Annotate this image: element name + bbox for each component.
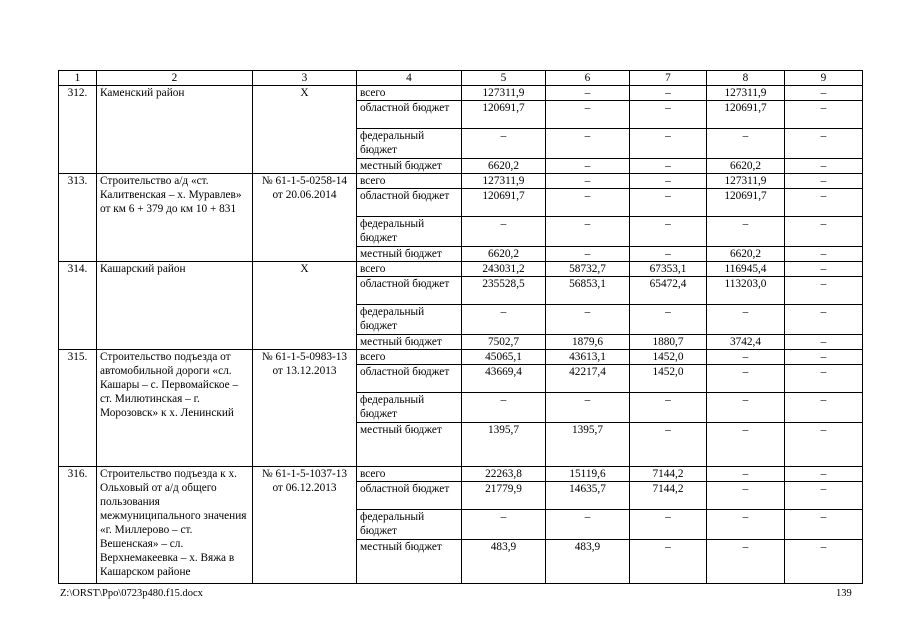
value-cell-9: – — [785, 305, 863, 335]
value-cell-7: 1452,0 — [630, 365, 707, 393]
value-cell-6: 483,9 — [546, 540, 630, 584]
value-cell-8: – — [707, 482, 785, 510]
value-cell-7: 7144,2 — [630, 482, 707, 510]
value-cell-5: 7502,7 — [462, 335, 546, 350]
funding-source-label: местный бюджет — [357, 247, 462, 262]
value-cell-6: 1395,7 — [546, 423, 630, 467]
value-cell-7: – — [630, 129, 707, 159]
header-cell: 1 — [59, 71, 97, 86]
value-cell-8: 116945,4 — [707, 262, 785, 277]
value-cell-7: – — [630, 159, 707, 174]
funding-source-label: местный бюджет — [357, 335, 462, 350]
value-cell-8: – — [707, 510, 785, 540]
value-cell-7: – — [630, 174, 707, 189]
file-path: Z:\ORST\Ppo\0723p480.f15.docx — [60, 588, 203, 599]
value-cell-7: – — [630, 423, 707, 467]
value-cell-5: 21779,9 — [462, 482, 546, 510]
funding-source-label: федеральный бюджет — [357, 305, 462, 335]
value-cell-5: 45065,1 — [462, 350, 546, 365]
value-cell-5: 22263,8 — [462, 467, 546, 482]
value-cell-6: – — [546, 305, 630, 335]
entry-document: № 61-1-5-0983-13 от 13.12.2013 — [253, 350, 357, 467]
value-cell-6: – — [546, 159, 630, 174]
value-cell-5: 235528,5 — [462, 277, 546, 305]
value-cell-5: – — [462, 305, 546, 335]
value-cell-8: – — [707, 540, 785, 584]
budget-table — [58, 70, 863, 584]
value-cell-8: – — [707, 350, 785, 365]
value-cell-5: – — [462, 129, 546, 159]
value-cell-5: 127311,9 — [462, 174, 546, 189]
value-cell-8: 127311,9 — [707, 174, 785, 189]
value-cell-8: – — [707, 365, 785, 393]
value-cell-9: – — [785, 423, 863, 467]
funding-source-label: всего — [357, 262, 462, 277]
value-cell-5: 43669,4 — [462, 365, 546, 393]
entry-name: Строительство подъезда к х. Ольховый от а/д общего пользования межмуниципального значения «г. Миллерово – ст. Вешенская» – сл. Верхнемакеевка – х. Вяжа в Кашарском районе — [97, 467, 253, 584]
value-cell-6: 56853,1 — [546, 277, 630, 305]
entry-name: Кашарский район — [97, 262, 253, 350]
value-cell-6: 1879,6 — [546, 335, 630, 350]
value-cell-9: – — [785, 393, 863, 423]
value-cell-7: 65472,4 — [630, 277, 707, 305]
value-cell-7: – — [630, 189, 707, 217]
value-cell-5: – — [462, 510, 546, 540]
funding-source-label: областной бюджет — [357, 189, 462, 217]
value-cell-6: – — [546, 393, 630, 423]
value-cell-8: 6620,2 — [707, 247, 785, 262]
entry-number: 314. — [59, 262, 97, 350]
value-cell-7: 67353,1 — [630, 262, 707, 277]
header-cell: 7 — [630, 71, 707, 86]
entry-document: № 61-1-5-1037-13 от 06.12.2013 — [253, 467, 357, 584]
entry-number: 312. — [59, 86, 97, 174]
value-cell-5: – — [462, 217, 546, 247]
value-cell-5: 127311,9 — [462, 86, 546, 101]
value-cell-5: – — [462, 393, 546, 423]
table-row — [59, 174, 863, 189]
value-cell-8: 127311,9 — [707, 86, 785, 101]
value-cell-8: – — [707, 305, 785, 335]
value-cell-6: 43613,1 — [546, 350, 630, 365]
value-cell-8: 113203,0 — [707, 277, 785, 305]
value-cell-6: – — [546, 174, 630, 189]
value-cell-9: – — [785, 277, 863, 305]
entry-number: 316. — [59, 467, 97, 584]
value-cell-6: 42217,4 — [546, 365, 630, 393]
value-cell-9: – — [785, 335, 863, 350]
value-cell-8: 6620,2 — [707, 159, 785, 174]
header-cell: 3 — [253, 71, 357, 86]
funding-source-label: всего — [357, 350, 462, 365]
value-cell-9: – — [785, 217, 863, 247]
value-cell-6: 58732,7 — [546, 262, 630, 277]
value-cell-7: – — [630, 305, 707, 335]
funding-source-label: областной бюджет — [357, 365, 462, 393]
value-cell-5: 483,9 — [462, 540, 546, 584]
funding-source-label: всего — [357, 467, 462, 482]
header-cell: 5 — [462, 71, 546, 86]
value-cell-8: – — [707, 467, 785, 482]
value-cell-8: 120691,7 — [707, 189, 785, 217]
value-cell-8: – — [707, 129, 785, 159]
value-cell-9: – — [785, 174, 863, 189]
header-cell: 6 — [546, 71, 630, 86]
value-cell-5: 6620,2 — [462, 247, 546, 262]
value-cell-8: – — [707, 423, 785, 467]
header-cell: 9 — [785, 71, 863, 86]
value-cell-7: 7144,2 — [630, 467, 707, 482]
value-cell-6: – — [546, 189, 630, 217]
value-cell-8: – — [707, 393, 785, 423]
funding-source-label: федеральный бюджет — [357, 393, 462, 423]
entry-name: Каменский район — [97, 86, 253, 174]
page-number: 139 — [836, 588, 852, 599]
funding-source-label: всего — [357, 174, 462, 189]
value-cell-7: 1452,0 — [630, 350, 707, 365]
value-cell-8: 120691,7 — [707, 101, 785, 129]
value-cell-8: – — [707, 217, 785, 247]
funding-source-label: местный бюджет — [357, 540, 462, 584]
value-cell-7: – — [630, 510, 707, 540]
value-cell-9: – — [785, 101, 863, 129]
value-cell-9: – — [785, 365, 863, 393]
value-cell-7: – — [630, 217, 707, 247]
table-row — [59, 86, 863, 101]
table-row — [59, 262, 863, 277]
entry-name: Строительство подъезда от автомобильной дороги «сл. Кашары – с. Первомайское – ст. Милютинская – г. Морозовск» к х. Ленинский — [97, 350, 253, 467]
table-row — [59, 350, 863, 365]
value-cell-5: 120691,7 — [462, 189, 546, 217]
value-cell-5: 1395,7 — [462, 423, 546, 467]
funding-source-label: всего — [357, 86, 462, 101]
value-cell-5: 6620,2 — [462, 159, 546, 174]
value-cell-7: 1880,7 — [630, 335, 707, 350]
value-cell-9: – — [785, 262, 863, 277]
value-cell-7: – — [630, 393, 707, 423]
funding-source-label: местный бюджет — [357, 423, 462, 467]
value-cell-9: – — [785, 510, 863, 540]
value-cell-7: – — [630, 101, 707, 129]
value-cell-6: 15119,6 — [546, 467, 630, 482]
value-cell-9: – — [785, 129, 863, 159]
table-row — [59, 467, 863, 482]
value-cell-6: – — [546, 129, 630, 159]
value-cell-5: 243031,2 — [462, 262, 546, 277]
header-cell: 8 — [707, 71, 785, 86]
value-cell-9: – — [785, 247, 863, 262]
entry-document: № 61-1-5-0258-14 от 20.06.2014 — [253, 174, 357, 262]
value-cell-9: – — [785, 540, 863, 584]
value-cell-9: – — [785, 189, 863, 217]
funding-source-label: областной бюджет — [357, 482, 462, 510]
value-cell-6: – — [546, 86, 630, 101]
entry-name: Строительство а/д «ст. Калитвенская – х. Муравлев» от км 6 + 379 до км 10 + 831 — [97, 174, 253, 262]
value-cell-5: 120691,7 — [462, 101, 546, 129]
value-cell-6: – — [546, 247, 630, 262]
value-cell-6: – — [546, 510, 630, 540]
entry-number: 315. — [59, 350, 97, 467]
funding-source-label: федеральный бюджет — [357, 129, 462, 159]
value-cell-7: – — [630, 86, 707, 101]
funding-source-label: местный бюджет — [357, 159, 462, 174]
value-cell-6: 14635,7 — [546, 482, 630, 510]
value-cell-6: – — [546, 101, 630, 129]
value-cell-9: – — [785, 159, 863, 174]
value-cell-8: 3742,4 — [707, 335, 785, 350]
funding-source-label: федеральный бюджет — [357, 510, 462, 540]
entry-number: 313. — [59, 174, 97, 262]
value-cell-9: – — [785, 350, 863, 365]
value-cell-9: – — [785, 482, 863, 510]
header-cell: 2 — [97, 71, 253, 86]
value-cell-6: – — [546, 217, 630, 247]
header-row — [59, 71, 863, 86]
value-cell-9: – — [785, 467, 863, 482]
value-cell-7: – — [630, 247, 707, 262]
value-cell-9: – — [785, 86, 863, 101]
value-cell-7: – — [630, 540, 707, 584]
funding-source-label: областной бюджет — [357, 101, 462, 129]
header-cell: 4 — [357, 71, 462, 86]
entry-document: Х — [253, 86, 357, 174]
entry-document: Х — [253, 262, 357, 350]
funding-source-label: областной бюджет — [357, 277, 462, 305]
funding-source-label: федеральный бюджет — [357, 217, 462, 247]
